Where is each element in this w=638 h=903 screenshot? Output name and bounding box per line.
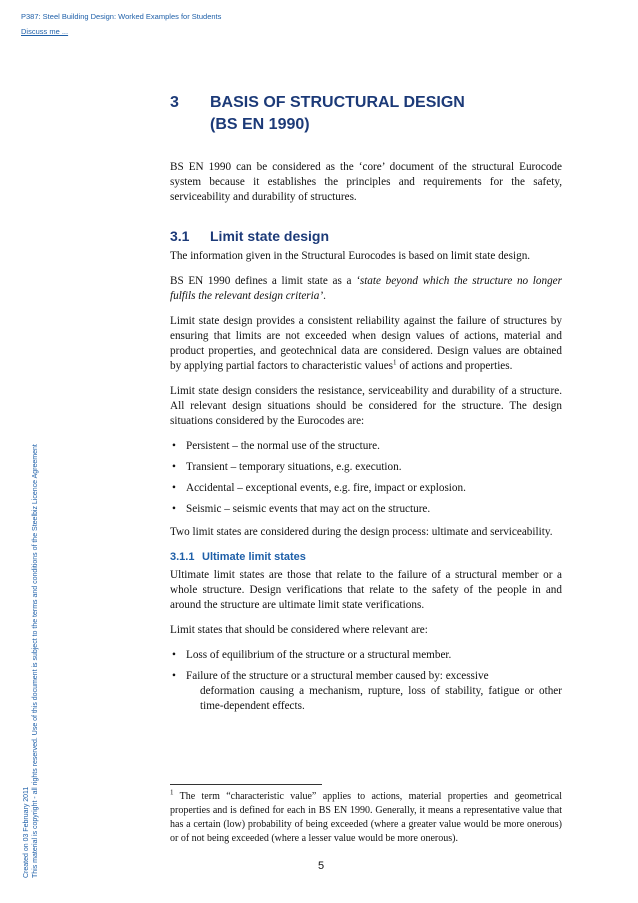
ultimate-paragraph-1: Ultimate limit states are those that relate to the failure of a structural member or a whole structure. Design verifications that relate to the safety of the people in and around the structure are ultimate limit state verifications. bbox=[170, 569, 562, 611]
subsection-heading-3-1-1 bbox=[170, 550, 562, 564]
limit-state-paragraph-3 bbox=[170, 314, 562, 374]
intro-paragraph: BS EN 1990 can be considered as the ‘core’ document of the structural Eurocode system because it establishes the principles and requirements for the safety, serviceability and durability of structures. bbox=[170, 161, 562, 203]
subsection-title: Ultimate limit states bbox=[202, 551, 306, 563]
limit-state-paragraph-1: The information given in the Structural Eurocodes is based on limit state design. bbox=[170, 250, 531, 262]
discuss-link[interactable]: Discuss me ... bbox=[21, 27, 69, 36]
main-content bbox=[170, 92, 562, 722]
list-item: • Loss of equilibrium of the structure or a structural member. bbox=[170, 648, 562, 663]
list-item: • Transient – temporary situations, e.g. execution. bbox=[170, 460, 562, 475]
limit-state-paragraph-2 bbox=[170, 274, 562, 304]
limit-state-paragraph-4: Limit state design considers the resistance, serviceability and durability of a structure. All relevant design situations should be considered for the structure. The design situations considered by the Eurocodes are: bbox=[170, 385, 562, 427]
section-title: Limit state design bbox=[210, 228, 330, 244]
list-item-continuation: deformation causing a mechanism, rupture, loss of stability, fatigue or other time-dependent effects. bbox=[200, 685, 562, 712]
design-situations-list bbox=[170, 439, 562, 517]
copyright-notice-text: This material is copyright - all rights reserved. Use of this document is subject to the terms and conditions of the Steelbiz Licence Agreement bbox=[32, 444, 39, 878]
chapter-title bbox=[210, 92, 465, 136]
section-number: 3.1 bbox=[170, 228, 190, 244]
list-item-first-line: Failure of the structure or a structural member caused by: excessive bbox=[186, 670, 489, 682]
list-item: • Seismic – seismic events that may act on the structure. bbox=[170, 502, 562, 517]
footnote bbox=[170, 790, 562, 846]
chapter-number: 3 bbox=[170, 94, 179, 111]
footnote-marker: 1 bbox=[170, 788, 174, 797]
list-item: • Persistent – the normal use of the structure. bbox=[170, 439, 562, 454]
ultimate-paragraph-2: Limit states that should be considered where relevant are: bbox=[170, 624, 428, 636]
definition-quote: ‘state beyond which the structure no longer fulfils the relevant design criteria’ bbox=[170, 275, 562, 302]
chapter-title-line1: BASIS OF STRUCTURAL DESIGN bbox=[210, 94, 465, 111]
list-item: • Accidental – exceptional events, e.g. fire, impact or explosion. bbox=[170, 481, 562, 496]
document-header-title: P387: Steel Building Design: Worked Examples for Students bbox=[21, 12, 222, 21]
definition-lead: BS EN 1990 defines a limit state as a bbox=[170, 275, 357, 287]
reliability-text: Limit state design provides a consistent reliability against the failure of structures by ensuring that limits are not exceeded when design values of actions, material and product properties, and geotechnical data are considered. Design values are obtained by applying partial factors to characteristic values bbox=[170, 315, 562, 372]
limit-state-paragraph-5: Two limit states are considered during the design process: ultimate and serviceability. bbox=[170, 526, 553, 538]
footnote-text: The term “characteristic value” applies to actions, material properties and geometrical properties and is defined for each in BS EN 1990. Generally, it means a representative value that has a certain (low) probability of being exceeded (where a greater value would be more onerous) or of not being exceeded (where a lesser value would be more onerous). bbox=[170, 791, 562, 844]
subsection-number: 3.1.1 bbox=[170, 551, 195, 563]
created-date-text: Created on 03 February 2011 bbox=[23, 786, 30, 878]
reliability-text-end: of actions and properties. bbox=[396, 360, 513, 372]
chapter-heading bbox=[170, 92, 562, 136]
footnote-divider bbox=[170, 784, 322, 785]
footnote-reference[interactable]: 1 bbox=[393, 358, 397, 367]
section-heading-3-1 bbox=[170, 227, 562, 245]
list-item bbox=[170, 669, 562, 714]
chapter-title-line2: (BS EN 1990) bbox=[210, 116, 310, 133]
page-number: 5 bbox=[317, 860, 325, 872]
definition-end: . bbox=[323, 290, 326, 302]
copyright-sidebar bbox=[22, 398, 40, 878]
ultimate-limit-states-list bbox=[170, 648, 562, 714]
